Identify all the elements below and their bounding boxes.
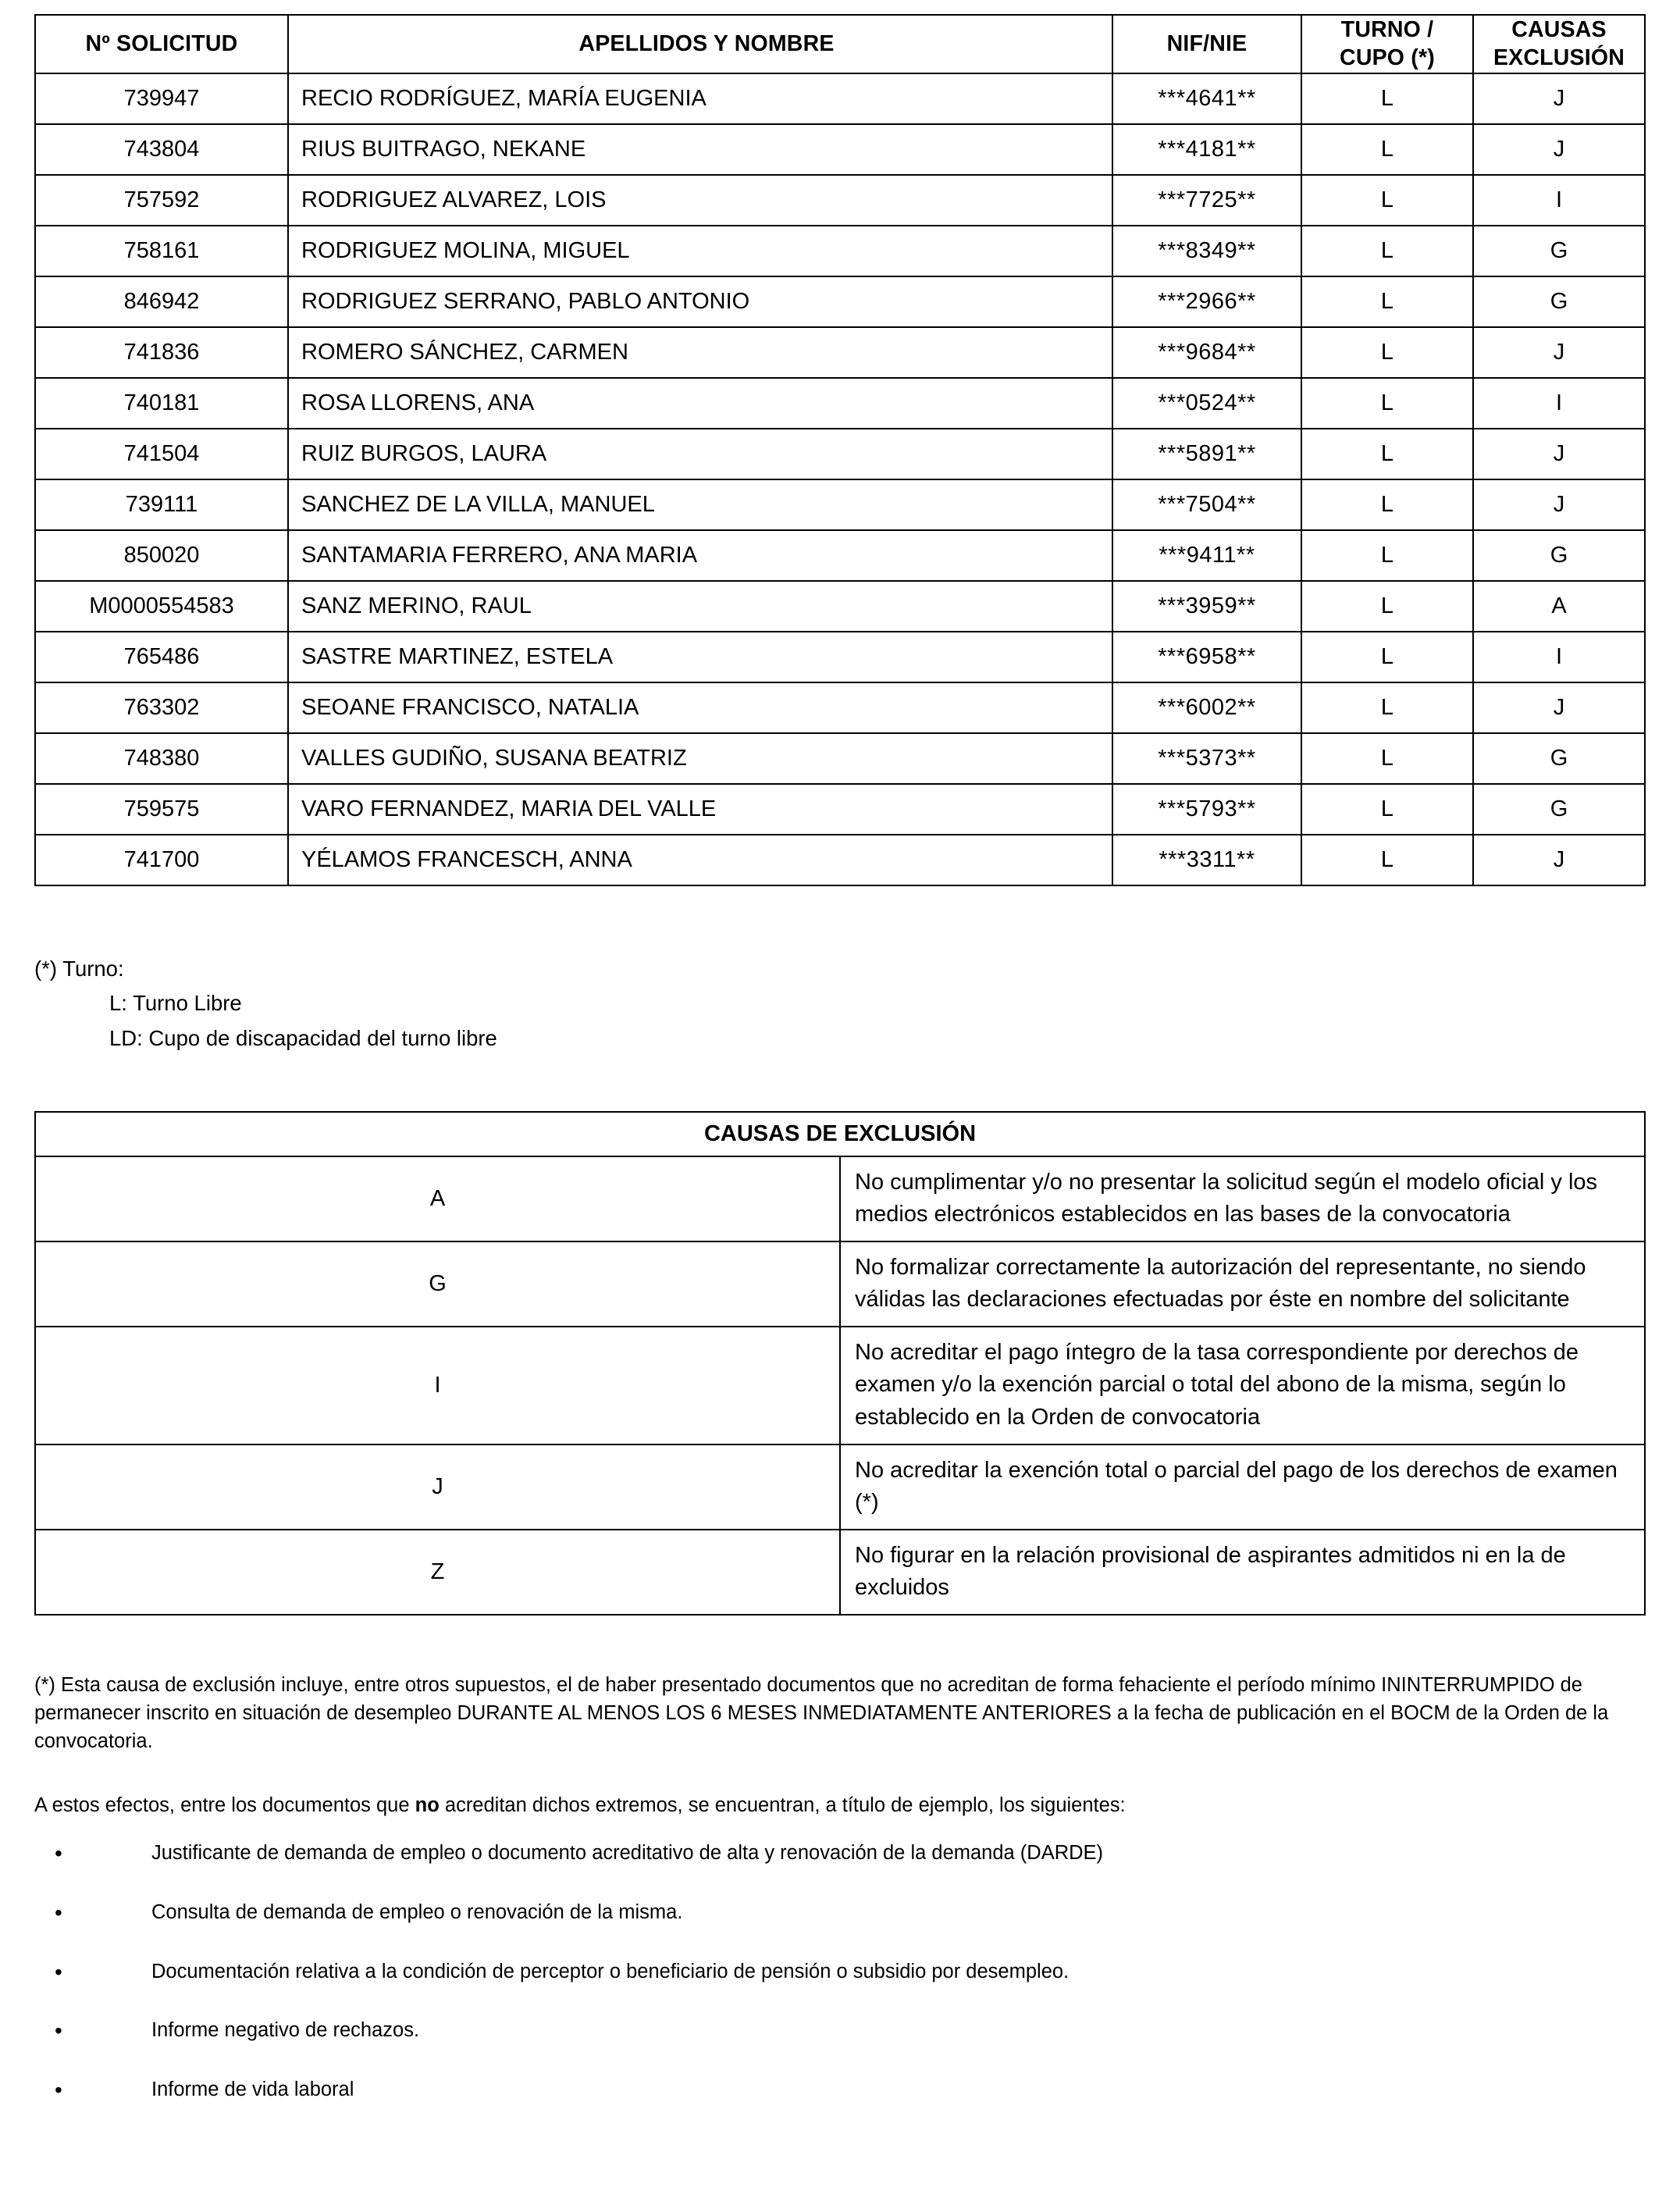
cell-nif: ***5373**	[1112, 733, 1301, 784]
cell-nombre: RUIZ BURGOS, LAURA	[288, 429, 1112, 479]
cell-solicitud: 846942	[35, 276, 288, 327]
cell-nif: ***9684**	[1112, 327, 1301, 378]
causes-code: J	[35, 1444, 840, 1530]
cell-causa: J	[1473, 124, 1645, 175]
header-turno-line2: CUPO (*)	[1340, 45, 1435, 71]
cell-causa: A	[1473, 581, 1645, 632]
cell-turno: L	[1301, 479, 1473, 530]
cell-nombre: ROMERO SÁNCHEZ, CARMEN	[288, 327, 1112, 378]
cell-turno: L	[1301, 733, 1473, 784]
applicants-table	[34, 14, 1646, 886]
cell-nif: ***2966**	[1112, 276, 1301, 327]
table-row	[35, 175, 1645, 226]
table-row	[35, 835, 1645, 885]
cell-causa: I	[1473, 175, 1645, 226]
table-header-row	[35, 15, 1645, 73]
cell-nombre: ROSA LLORENS, ANA	[288, 378, 1112, 429]
cell-solicitud: 759575	[35, 784, 288, 835]
cell-nombre: SANTAMARIA FERRERO, ANA MARIA	[288, 530, 1112, 581]
cell-nombre: RECIO RODRÍGUEZ, MARÍA EUGENIA	[288, 73, 1112, 124]
cell-turno: L	[1301, 378, 1473, 429]
header-causas	[1473, 15, 1645, 73]
cell-solicitud: M0000554583	[35, 581, 288, 632]
causes-caption-row	[35, 1112, 1645, 1156]
footnote-p2-pre: A estos efectos, entre los documentos que	[34, 1794, 415, 1816]
causes-table-body	[35, 1156, 1645, 1615]
cell-causa: J	[1473, 429, 1645, 479]
cell-solicitud: 763302	[35, 682, 288, 733]
cell-causa: G	[1473, 226, 1645, 276]
cell-nombre: RODRIGUEZ ALVAREZ, LOIS	[288, 175, 1112, 226]
table-row	[35, 429, 1645, 479]
causes-table	[34, 1111, 1646, 1616]
cell-solicitud: 741504	[35, 429, 288, 479]
causes-row	[35, 1327, 1645, 1444]
cell-nombre: VALLES GUDIÑO, SUSANA BEATRIZ	[288, 733, 1112, 784]
cell-turno: L	[1301, 682, 1473, 733]
causes-table-header	[35, 1112, 1645, 1156]
cell-solicitud: 850020	[35, 530, 288, 581]
footnote-paragraph-2	[34, 1792, 1646, 1820]
table-row	[35, 73, 1645, 124]
table-row	[35, 276, 1645, 327]
cell-solicitud: 765486	[35, 632, 288, 682]
table-row	[35, 530, 1645, 581]
cell-causa: J	[1473, 835, 1645, 885]
cell-causa: G	[1473, 530, 1645, 581]
cell-nif: ***8349**	[1112, 226, 1301, 276]
cell-nif: ***5793**	[1112, 784, 1301, 835]
table-row	[35, 632, 1645, 682]
cell-solicitud: 743804	[35, 124, 288, 175]
header-causas-line2: EXCLUSIÓN	[1493, 45, 1625, 71]
header-nombre: APELLIDOS Y NOMBRE	[288, 15, 1112, 73]
cell-solicitud: 741836	[35, 327, 288, 378]
cell-nif: ***3311**	[1112, 835, 1301, 885]
list-item: • Justificante de demanda de empleo o documento acreditativo de alta y renovación de la demanda (DARDE)	[34, 1840, 1646, 1868]
cell-nif: ***5891**	[1112, 429, 1301, 479]
causes-description: No formalizar correctamente la autorización del representante, no siendo válidas las declaraciones efectuadas por éste en nombre del solicitante	[840, 1241, 1645, 1327]
cell-nif: ***6958**	[1112, 632, 1301, 682]
cell-nombre: SEOANE FRANCISCO, NATALIA	[288, 682, 1112, 733]
turno-legend	[34, 952, 1646, 1056]
causes-row	[35, 1156, 1645, 1241]
cell-solicitud: 740181	[35, 378, 288, 429]
cell-nif: ***4641**	[1112, 73, 1301, 124]
header-turno-line1: TURNO /	[1340, 17, 1434, 42]
footnote-p2-bold: no	[415, 1794, 440, 1816]
cell-nif: ***0524**	[1112, 378, 1301, 429]
cell-causa: J	[1473, 682, 1645, 733]
header-causas-line1: CAUSAS	[1511, 17, 1607, 42]
cell-nombre: SANZ MERINO, RAUL	[288, 581, 1112, 632]
cell-causa: J	[1473, 327, 1645, 378]
cell-nombre: RODRIGUEZ MOLINA, MIGUEL	[288, 226, 1112, 276]
causes-row	[35, 1444, 1645, 1530]
turno-legend-line-l: L: Turno Libre	[109, 991, 242, 1016]
header-solicitud: Nº SOLICITUD	[35, 15, 288, 73]
causes-description: No acreditar el pago íntegro de la tasa correspondiente por derechos de examen y/o la exención parcial o total del abono de la misma, según lo establecido en la Orden de convocatoria	[840, 1327, 1645, 1444]
list-item: • Documentación relativa a la condición de perceptor o beneficiario de pensión o subsidio por desempleo.	[34, 1958, 1646, 1986]
list-item: • Consulta de demanda de empleo o renovación de la misma.	[34, 1899, 1646, 1927]
list-item: • Informe de vida laboral	[34, 2076, 1646, 2104]
cell-causa: I	[1473, 378, 1645, 429]
cell-turno: L	[1301, 226, 1473, 276]
cell-turno: L	[1301, 581, 1473, 632]
causes-description: No acreditar la exención total o parcial del pago de los derechos de examen (*)	[840, 1444, 1645, 1530]
causes-code: I	[35, 1327, 840, 1444]
cell-nombre: RIUS BUITRAGO, NEKANE	[288, 124, 1112, 175]
cell-solicitud: 748380	[35, 733, 288, 784]
turno-legend-line-ld: LD: Cupo de discapacidad del turno libre	[109, 1026, 497, 1051]
causes-description: No cumplimentar y/o no presentar la solicitud según el modelo oficial y los medios electrónicos establecidos en las bases de la convocatoria	[840, 1156, 1645, 1241]
cell-turno: L	[1301, 327, 1473, 378]
causes-section	[34, 1111, 1646, 1616]
cell-nif: ***4181**	[1112, 124, 1301, 175]
header-turno	[1301, 15, 1473, 73]
cell-nombre: SANCHEZ DE LA VILLA, MANUEL	[288, 479, 1112, 530]
cell-causa: G	[1473, 733, 1645, 784]
cell-nif: ***3959**	[1112, 581, 1301, 632]
cell-nombre: RODRIGUEZ SERRANO, PABLO ANTONIO	[288, 276, 1112, 327]
cell-causa: J	[1473, 479, 1645, 530]
table-row	[35, 327, 1645, 378]
cell-turno: L	[1301, 73, 1473, 124]
table-row	[35, 733, 1645, 784]
cell-causa: G	[1473, 276, 1645, 327]
turno-legend-title: (*) Turno:	[34, 956, 124, 981]
causes-description: No figurar en la relación provisional de aspirantes admitidos ni en la de excluidos	[840, 1530, 1645, 1615]
cell-nif: ***9411**	[1112, 530, 1301, 581]
applicants-table-header	[35, 15, 1645, 73]
cell-solicitud: 757592	[35, 175, 288, 226]
header-nif: NIF/NIE	[1112, 15, 1301, 73]
table-row	[35, 581, 1645, 632]
cell-causa: J	[1473, 73, 1645, 124]
table-row	[35, 479, 1645, 530]
cell-turno: L	[1301, 530, 1473, 581]
cell-turno: L	[1301, 632, 1473, 682]
table-row	[35, 682, 1645, 733]
cell-turno: L	[1301, 276, 1473, 327]
cell-nif: ***6002**	[1112, 682, 1301, 733]
cell-nombre: SASTRE MARTINEZ, ESTELA	[288, 632, 1112, 682]
cell-nif: ***7504**	[1112, 479, 1301, 530]
cell-turno: L	[1301, 429, 1473, 479]
cell-solicitud: 739947	[35, 73, 288, 124]
cell-solicitud: 741700	[35, 835, 288, 885]
table-row	[35, 378, 1645, 429]
cell-nombre: VARO FERNANDEZ, MARIA DEL VALLE	[288, 784, 1112, 835]
table-row	[35, 784, 1645, 835]
cell-causa: I	[1473, 632, 1645, 682]
causes-code: G	[35, 1241, 840, 1327]
causes-caption: CAUSAS DE EXCLUSIÓN	[35, 1112, 1645, 1156]
causes-row	[35, 1530, 1645, 1615]
cell-turno: L	[1301, 835, 1473, 885]
cell-nombre: YÉLAMOS FRANCESCH, ANNA	[288, 835, 1112, 885]
cell-turno: L	[1301, 784, 1473, 835]
cell-turno: L	[1301, 175, 1473, 226]
list-item: • Informe negativo de rechazos.	[34, 2017, 1646, 2045]
cell-solicitud: 739111	[35, 479, 288, 530]
cell-turno: L	[1301, 124, 1473, 175]
footnote-bullet-list	[34, 1840, 1646, 2103]
causes-code: A	[35, 1156, 840, 1241]
applicants-table-body	[35, 73, 1645, 885]
cell-causa: G	[1473, 784, 1645, 835]
cell-nif: ***7725**	[1112, 175, 1301, 226]
footnote-paragraph-1: (*) Esta causa de exclusión incluye, entre otros supuestos, el de haber presentado documentos que no acreditan de forma fehaciente el período mínimo ININTERRUMPIDO de permanecer inscrito en situación de desempleo DURANTE AL MENOS LOS 6 MESES INMEDIATAMENTE ANTERIORES a la fecha de publicación en el BOCM de la Orden de la convocatoria.	[34, 1674, 1609, 1752]
footnote-p2-post: acreditan dichos extremos, se encuentran, a título de ejemplo, los siguientes:	[439, 1794, 1126, 1816]
causes-code: Z	[35, 1530, 840, 1615]
table-row	[35, 124, 1645, 175]
cell-solicitud: 758161	[35, 226, 288, 276]
table-row	[35, 226, 1645, 276]
causes-row	[35, 1241, 1645, 1327]
